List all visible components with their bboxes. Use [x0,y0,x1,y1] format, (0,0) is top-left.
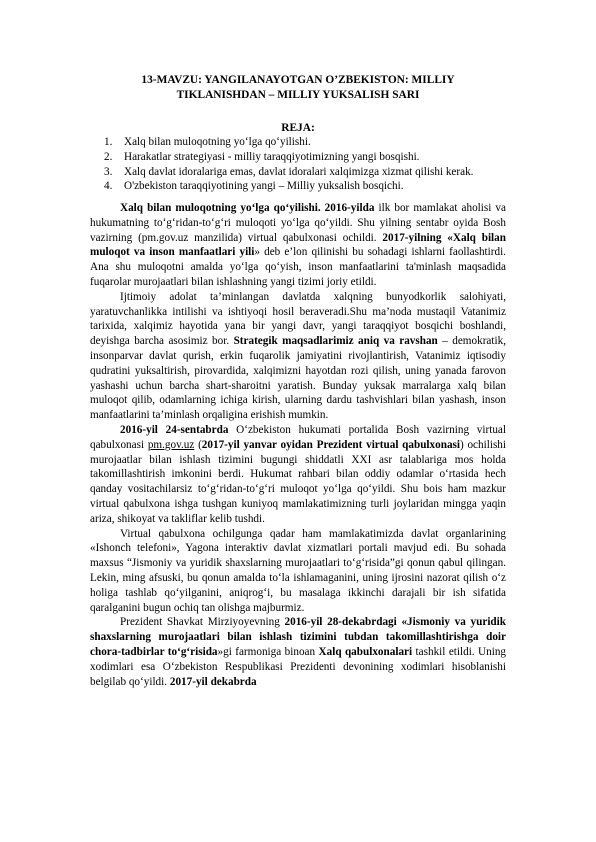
title-line-1: 13-MAVZU: YANGILANAYOTGAN O’ZBEKISTON: MILLIY [141,74,455,86]
plan-item [104,179,504,194]
bold-span: 2016-yil 28-dekabrdagi «Jismoniy va yuridik shaxslarning murojaatlari bilan ishlash tizimini tubdan takomillashtirishga doir chora-tadbirlar to‘g‘risida [90,616,506,658]
plan-item-number: 1. [104,136,113,148]
plan-item [104,135,504,150]
text-span: Virtual qabulxona ochilgunga qadar ham mamlakatimizda davlat organlarining «Ishonch telefoni», Yagona interaktiv davlat xizmatlari portali mavjud edi. Bu sohada maxsus “Jismoniy va yuridik shaxslarning murojaatlari to‘g‘risida”gi qonun qabul qilingan. Lekin, ming afsuski, bu qonun amalda to‘la ishlamaganini, uning ijrosini nazorat qilish o‘z holiga tashlab qo‘yilganini, aniqrog‘i, bu masalaga ikkinchi darajali bir ish sifatida qaralganini bugun ochiq tan olishga majburmiz. [90,527,506,614]
bold-span: Strategik maqsadlarimiz aniq va ravshan [233,335,438,348]
text-span: O‘zbekiston hukumati portalida Bosh vazirning virtual qabulxonasi [90,423,506,451]
text-span: Ijtimoiy adolat ta’minlangan davlatda xalqning bunyodkorlik salohiyati, yaratuvchanlikka intilishi va ishtiyoqi hosil beraveradi.Shu ma’noda mustaqil Vatanimiz tarixida, xalqimiz hayotida yana bir yangi davr, yangi taraqqiyot bosqichi boshlandi, deyishga barcha asosimiz bor. [90,290,506,348]
text-span: » deb e’lon qilinishi bu sohadagi ishlarni faollashtirdi. Ana shu muloqotni amalda yo‘lga qo‘yish, inson manfaatlarini ta'minlash maqsadida fuqarolar murojaatlari bilan ishlashning yangi tizimi joriy etildi. [90,246,506,288]
paragraph-3 [90,423,506,527]
bold-span: 2017-yil dekabrda [169,675,257,688]
bold-span: 2017-yilning «Xalq bilan muloqot va inson manfaatlari yili [90,231,506,259]
paragraph-4 [90,527,506,616]
text-span: ) ochilishi murojaatlar bilan ishlash tizimini bugungi shiddatli XXI asr talablariga mos holda takomillashtirish imkonini berdi. Hukumat rahbari bilan oddiy odamlar o‘rtasida hech qanday vositachilarsiz to‘g‘ridan-to‘g‘ri muloqot yo‘lga qo‘yildi. Shu bois ham mazkur virtual qabulxona ishga tushgan kuniyoq mamlakatimizning turli joylaridan mingga yaqin ariza, shikoyat va takliflar kelib tushdi. [90,438,506,525]
plan-item [104,165,504,180]
plan-item-number: 4. [104,180,113,193]
text-span: »gi farmoniga binoan [217,645,319,658]
document-body [90,201,506,689]
text-span: ilk bor mamlakat aholisi va hukumatning to‘g‘ridan-to‘g‘ri muloqoti yo‘lga qo‘yildi. Shu yilning sentabr oyida Bosh vazirning (pm.gov.uz manzilida) virtual qabulxonasi ochildi. [90,202,506,244]
website-link[interactable]: pm.gov.uz [147,438,195,451]
plan-heading: REJA: [281,122,315,134]
paragraph-2 [90,290,506,423]
text-span: ( [194,438,202,451]
document-title [90,73,506,102]
plan-list [104,135,504,194]
paragraph-1 [90,201,506,290]
plan-item-text: Xalq davlat idoralariga emas, davlat idoralari xalqimizga xizmat qilishi kerak. [124,165,474,178]
plan-item-number: 3. [104,165,113,178]
paragraph-5 [90,615,506,689]
bold-span: 2017-yil yanvar oyidan Prezident virtual qabulxonasi [201,438,460,451]
bold-span: Xalq bilan muloqotning yo‘lga qo‘yilishi. 2016-yilda [120,202,375,214]
text-span: – demokratik, insonparvar davlat qurish, erkin fuqarolik jamiyatini rivojlantirish, Vatanimiz iqtisodiy qudratini yuksaltirish, pirovardida, xalqimizni hayotdan rozi qilish, uning yanada farovon yashashi uchun barcha shart-sharoitni yaratish. Bunday yuksak marralarga xalq bilan muloqot qilib, odamlarning ichiga kirish, ularning dardu tashvishlari bilan yashash, inson manfaatlarini ta’minlash orqaligina erishish mumkin. [90,335,506,422]
plan-item-text: O'zbekiston taraqqiyotining yangi – Milliy yuksalish bosqichi. [124,180,404,193]
plan-item-text: Harakatlar strategiyasi - milliy taraqqiyotimizning yangi bosqishi. [124,150,420,163]
plan-item-text: Xalq bilan muloqotning yo‘lga qo‘yilishi. [124,136,311,148]
text-span: Prezident Shavkat Mirziyoyevning [120,616,285,629]
bold-span: Xalq qabulxonalari [318,645,413,658]
bold-span: 2016-yil 24-sentabrda [120,423,229,436]
text-span: tashkil etildi. Uning xodimlari esa O‘zbekiston Respublikasi Prezidenti devonining xodimlari hisoblanishi belgilab qo‘yildi. [90,645,507,688]
plan-item [104,150,504,165]
plan-item-number: 2. [104,150,113,163]
title-line-2: TIKLANISHDAN – MILLIY YUKSALISH SARI [176,88,420,101]
